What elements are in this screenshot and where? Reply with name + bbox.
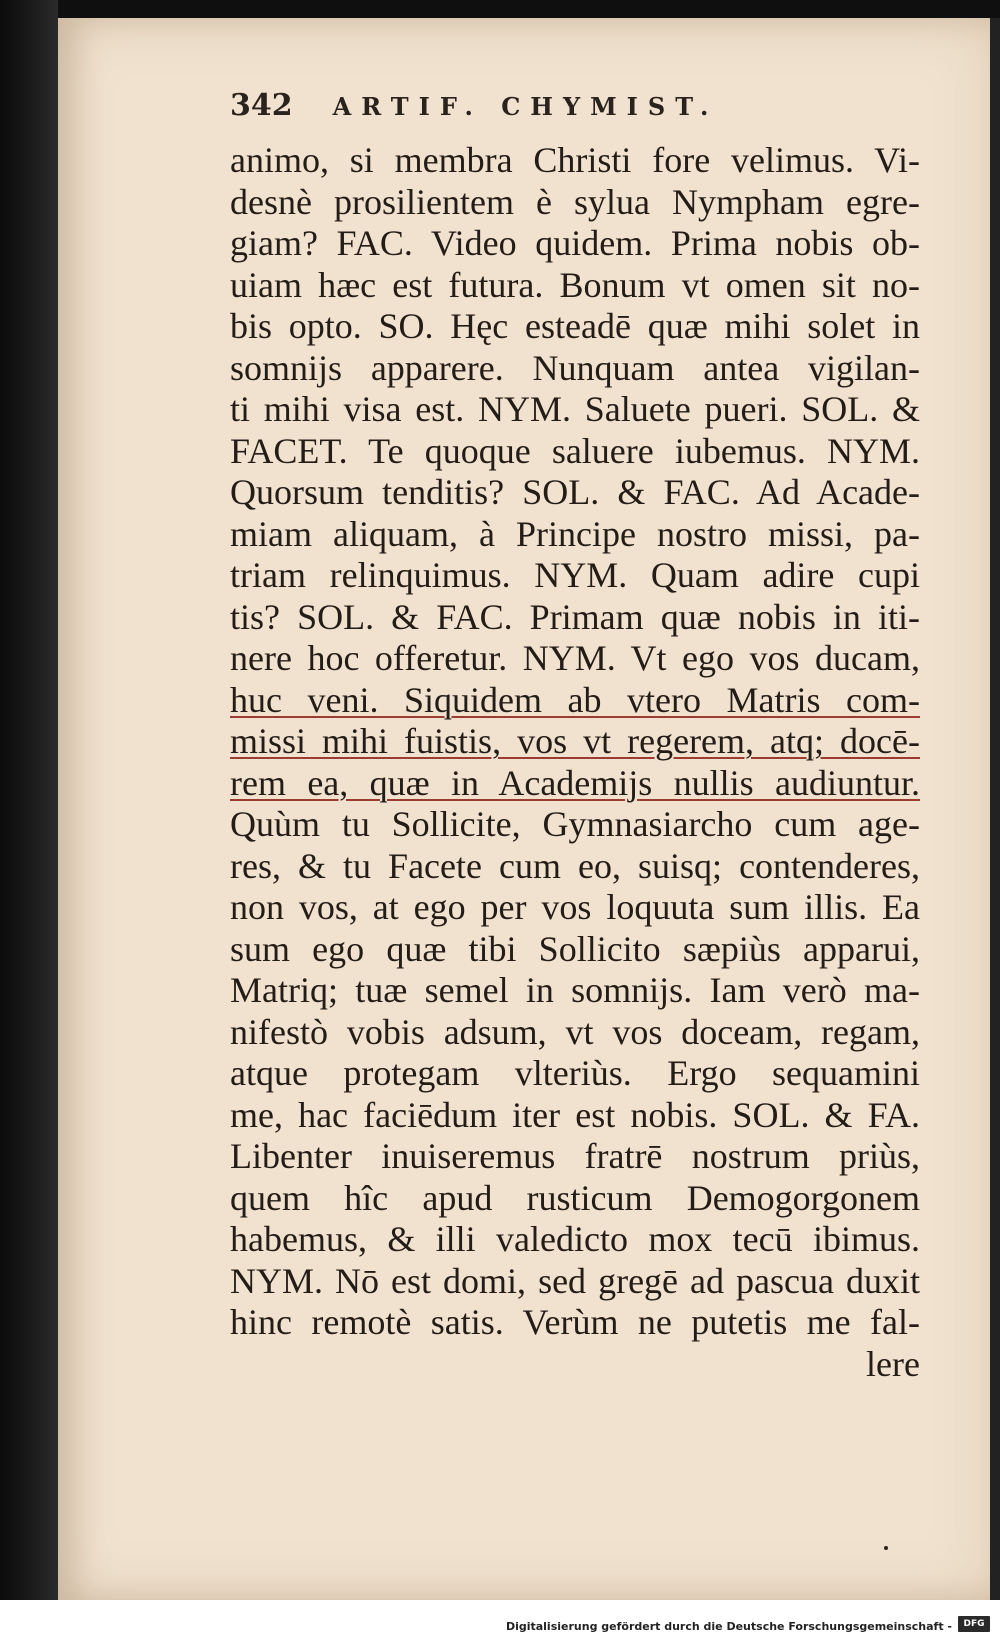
text-line: Matriq; tuæ semel in somnijs. Iam verò ma- [230,970,920,1010]
catchword: lere [866,1343,920,1384]
text-line: bis opto. SO. Hęc esteadē quæ mihi solet in [230,306,920,346]
text-line: res, & tu Facete cum eo, suisq; contenderes, [230,845,920,886]
text-line: uiam hæc est futura. Bonum vt omen sit no- [230,264,920,305]
text-line: atque protegam vlteriùs. Ergo sequamini [230,1053,920,1093]
running-head-title: ARTIF. CHYMIST. [332,92,719,121]
text-line: ti mihi visa est. NYM. Saluete pueri. SOL. & [230,389,920,429]
dfg-logo: DFG [958,1616,990,1632]
ink-speck [884,1546,888,1550]
text-line: desnè prosilientem è sylua Nympham egre- [230,181,920,222]
text-line: sum ego quæ tibi Sollicito sæpiùs apparui, [230,928,920,969]
text-line-underlined: huc veni. Siquidem ab vtero Matris com- [230,679,920,720]
footer-credit: Digitalisierung gefördert durch die Deutsche Forschungsgemeinschaft - [505,1620,952,1633]
text-line: miam aliquam, à Principe nostro missi, pa- [230,513,920,554]
text-line: nifestò vobis adsum, vt vos doceam, regam, [230,1011,920,1052]
text-line: NYM. Nō est domi, sed gregē ad pascua duxit [230,1260,920,1301]
text-line: giam? FAC. Video quidem. Prima nobis ob- [230,223,920,263]
text-line: hinc remotè satis. Verùm ne putetis me fal- [230,1302,920,1342]
text-line: quem hîc apud rusticum Demogorgonem [230,1177,920,1218]
book-page [58,18,990,1600]
text-line: tis? SOL. & FAC. Primam quæ nobis in iti- [230,596,920,637]
scan-top-edge [0,0,1000,18]
page-number: 342 [230,88,293,123]
text-line: Quùm tu Sollicite, Gymnasiarcho cum age- [230,804,920,844]
text-line: FACET. Te quoque saluere iubemus. NYM. [230,430,920,471]
page-content [230,88,920,1385]
text-line: me, hac faciēdum iter est nobis. SOL. & FA. [230,1094,920,1135]
text-line: nere hoc offeretur. NYM. Vt ego vos ducam, [230,638,920,678]
text-line: triam relinquimus. NYM. Quam adire cupi [230,555,920,595]
body-text [230,140,920,1385]
text-line: habemus, & illi valedicto mox tecū ibimus. [230,1219,920,1259]
text-line-underlined: missi mihi fuistis, vos vt regerem, atq; docē- [230,721,920,761]
text-line-underlined: rem ea, quæ in Academijs nullis audiuntur. [230,762,920,803]
text-line: Quorsum tenditis? SOL. & FAC. Ad Acade- [230,472,920,512]
scan-left-edge [0,0,58,1600]
text-line: non vos, at ego per vos loquuta sum illis. Ea [230,887,920,927]
text-line: animo, si membra Christi fore velimus. Vi- [230,140,920,180]
running-header [230,88,920,136]
text-line: somnijs apparere. Nunquam antea vigilan- [230,347,920,388]
text-line: Libenter inuiseremus fratrē nostrum priùs, [230,1136,920,1176]
